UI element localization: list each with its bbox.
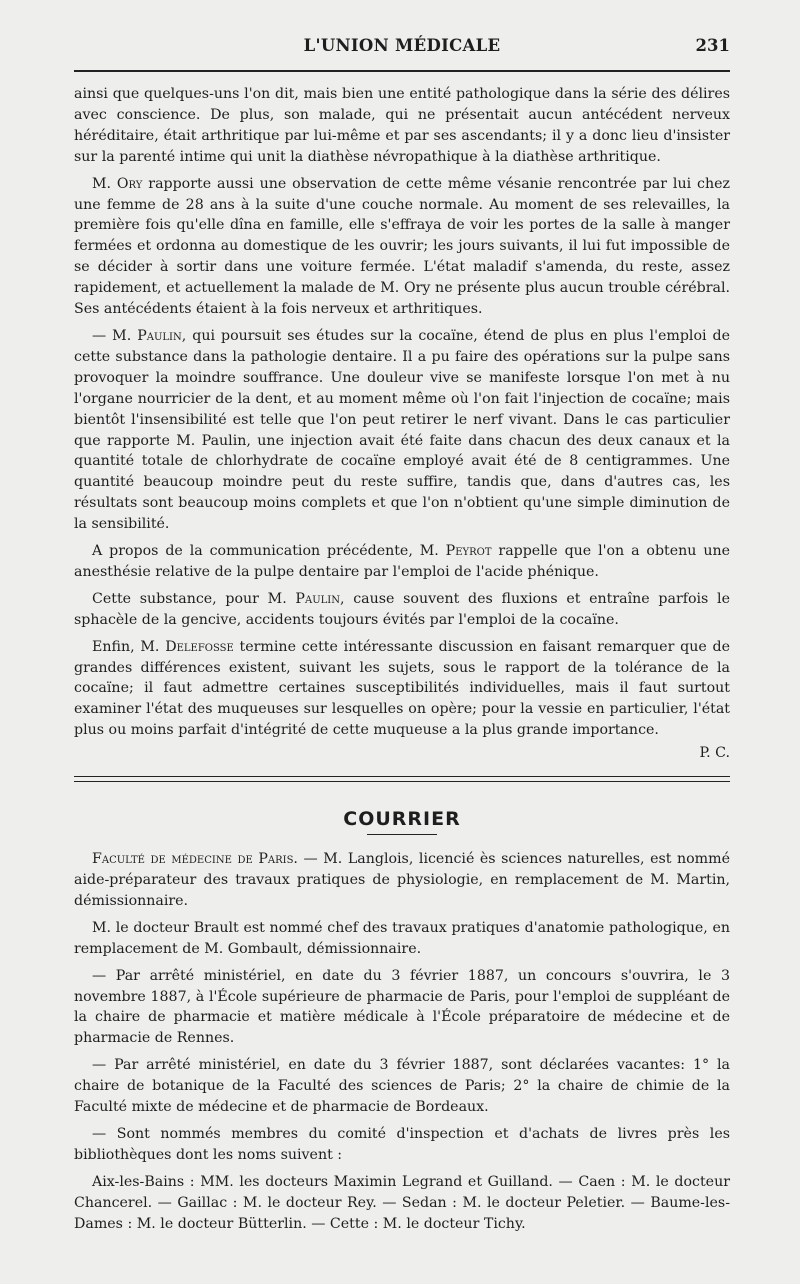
- courrier-label: Faculté de médecine de Paris.: [92, 851, 298, 868]
- author-signature: P. C.: [699, 745, 730, 762]
- running-title: L'UNION MÉDICALE: [303, 36, 501, 55]
- paragraph-peyrot: [74, 541, 730, 583]
- paragraph-text: , cause souvent des fluxions et entraîne parfois le sphacèle de la gencive, accidents toujours évités par l'emploi de la cocaïne.: [74, 590, 730, 628]
- paragraph-paulin-fluxions: [74, 589, 730, 631]
- courrier-item-vacantes: — Par arrêté ministériel, en date du 3 février 1887, sont déclarées vacantes: 1° la chaire de botanique de la Faculté des sciences de Paris; 2° la chaire de chimie de la Faculté mixte de médecine et de pharmacie de Bordeaux.: [74, 1057, 730, 1116]
- paragraph-prefix: Enfin, M.: [92, 638, 166, 655]
- courrier-text: — M. Langlois, licencié ès sciences naturelles, est nommé aide-préparateur des travaux pratiques de physiologie, en remplacement de M. Martin, démissionnaire.: [74, 851, 730, 909]
- speaker-name: Paulin: [137, 327, 182, 344]
- paragraph-prefix: A propos de la communication précédente, M.: [92, 543, 446, 560]
- speaker-name: M. Ory: [92, 175, 143, 192]
- paragraph-text: rapporte aussi une observation de cette même vésanie rencontrée par lui chez une femme de 28 ans à la suite d'une couche normale. Au moment de ses relevailles, la première fois qu'elle dîna en famille, elle s'effraya de voir les portes de la salle à manger fermées et ordonna au domestique de les ouvrir; les jours suivants, il lui fut impossible de se décider à sortir dans une voiture fermée. L'état maladif s'amenda, du reste, assez rapidement, et actuellement la malade de M. Ory ne présente plus aucun trouble cérébral. Ses antécédents étaient à la fois nerveux et arthritiques.: [74, 175, 730, 318]
- page-number: 231: [695, 36, 730, 55]
- section-divider: [74, 776, 730, 782]
- courrier-item-bibliotheques: Aix-les-Bains : MM. les docteurs Maximin Legrand et Guilland. — Caen : M. le docteur Chancerel. — Gaillac : M. le docteur Rey. — Sedan : M. le docteur Peletier. — Baume-les-Dames : M. le docteur Bütterlin. — Cette : M. le docteur Tichy.: [74, 1173, 730, 1232]
- courrier-item-brault: M. le docteur Brault est nommé chef des travaux pratiques d'anatomie pathologique, en remplacement de M. Gombault, démissionnaire.: [74, 919, 730, 957]
- paragraph-delefosse: [74, 637, 730, 742]
- speaker-name: Paulin: [295, 590, 340, 607]
- header-rule: [74, 70, 730, 72]
- courrier-item-comite: — Sont nommés membres du comité d'inspection et d'achats de livres près les bibliothèques dont les noms suivent :: [74, 1125, 730, 1163]
- paragraph-prefix: — M.: [92, 327, 138, 344]
- paragraph-arthritique: ainsi que quelques-uns l'on dit, mais bien une entité pathologique dans la série des délires avec conscience. De plus, son malade, qui ne présentait aucun antécédent nerveux héréditaire, était arthritique par lui-même et par ses ascendants; il y a donc lieu d'insister sur la parenté intime qui unit la diathèse névropathique à la diathèse arthritique.: [74, 86, 730, 165]
- page-header: [74, 34, 730, 64]
- paragraph-text: rappelle que l'on a obtenu une anesthésie relative de la pulpe dentaire par l'emploi de l'acide phénique.: [74, 543, 730, 580]
- paragraph-prefix: Cette substance, pour M.: [92, 590, 296, 607]
- section-title-underline: [367, 834, 437, 835]
- courrier-section: [74, 849, 730, 1234]
- paragraph-ory: [74, 174, 730, 320]
- paragraph-paulin-cocaine: [74, 326, 730, 535]
- speaker-name: Peyrot: [445, 543, 492, 560]
- paragraph-text: , qui poursuit ses études sur la cocaïne, étend de plus en plus l'emploi de cette substance dans la pathologie dentaire. Il a pu faire des opérations sur la pulpe sans provoquer la moindre souffrance. Une douleur vive se manifeste lorsque l'on met à nu l'organe nourricier de la dent, et au moment même où l'on fait l'injection de cocaïne; mais bientôt l'insensibilité est telle que l'on peut retirer le nerf vivant. Dans le cas particulier que rapporte M. Paulin, une injection avait été faite dans chacun des deux canaux et la quantité totale de chlorhydrate de cocaïne employé avait été de 8 centigrammes. Une quantité beaucoup moindre peut du reste suffire, tandis que, dans d'autres cas, les résultats sont beaucoup moins complets et que l'on n'obtient qu'une simple diminution de la sensibilité.: [74, 327, 730, 533]
- courrier-item-concours: — Par arrêté ministériel, en date du 3 février 1887, un concours s'ouvrira, le 3 novembre 1887, à l'École supérieure de pharmacie de Paris, pour l'emploi de suppléant de la chaire de pharmacie et matière médicale à l'École préparatoire de médecine et de pharmacie de Rennes.: [74, 967, 730, 1047]
- courrier-item-faculte: [74, 849, 730, 912]
- section-title-courrier: COURRIER: [343, 808, 461, 831]
- article-body: [74, 84, 730, 1241]
- speaker-name: Delefosse: [165, 638, 234, 655]
- paragraph-text: termine cette intéressante discussion en faisant remarquer que de grandes différences existent, suivant les sujets, sous le rapport de la tolérance de la cocaïne; il faut admettre certaines susceptibilités individuelles, mais il faut surtout examiner l'état des muqueuses sur lesquelles on opère; pour la vessie en particulier, l'état plus ou moins parfait d'intégrité de cette muqueuse a la plus grande importance.: [74, 638, 730, 739]
